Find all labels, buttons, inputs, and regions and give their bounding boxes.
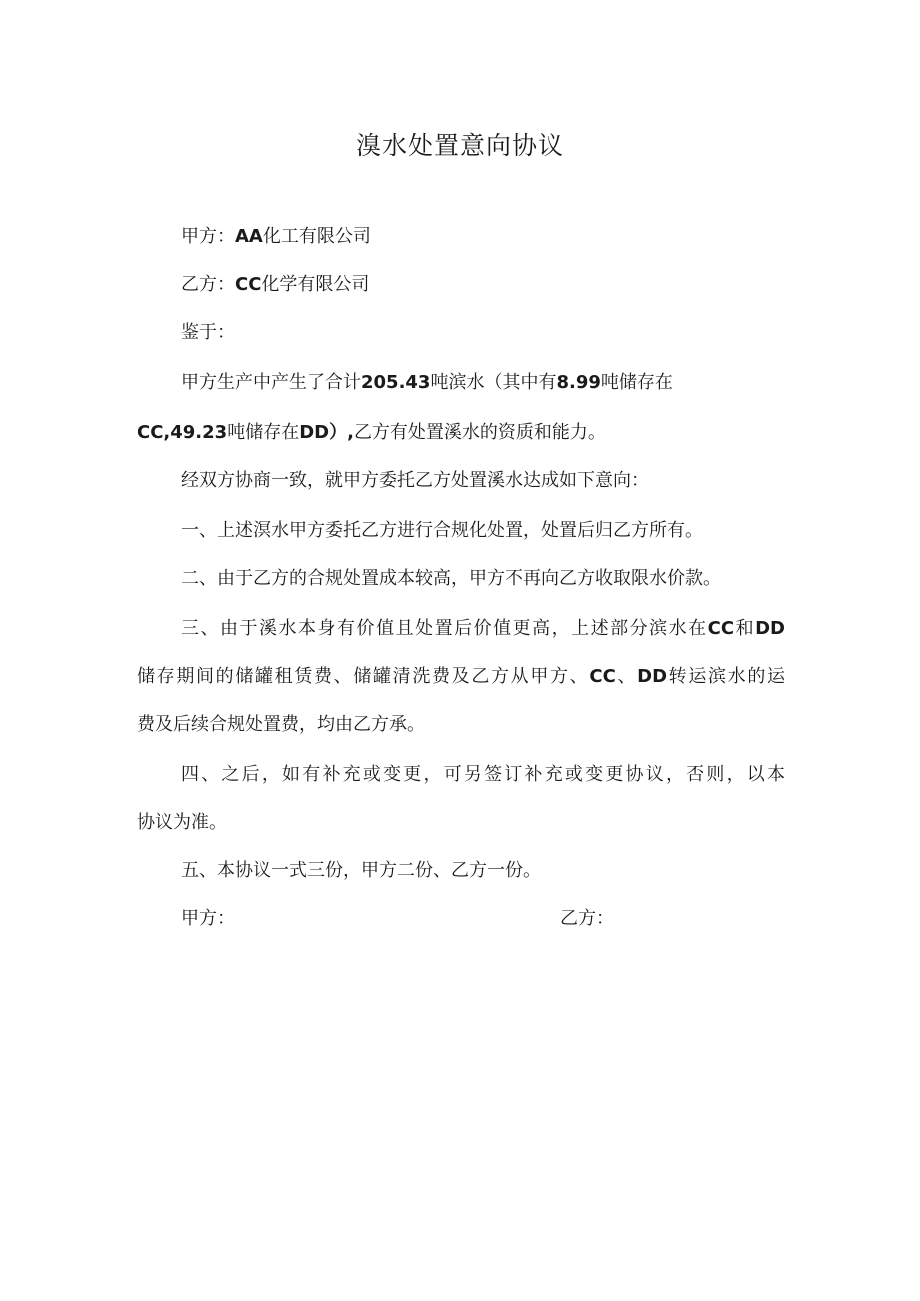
recital-line-2 [137, 421, 606, 445]
party-a-line [181, 225, 371, 249]
recital-cc-qty: CC,49.23 [137, 422, 228, 443]
party-b-line [181, 273, 369, 297]
clause-3-cc: CC [707, 618, 735, 639]
party-b-name: 化学有限公司 [261, 274, 370, 295]
clause-3-line-2 [137, 665, 785, 689]
recital-total: 205.43 [361, 372, 431, 393]
clause-3-dd: DD [755, 618, 785, 639]
clause-3-text-5: 转运滨水的运 [667, 666, 785, 687]
recital-text-4: 吨储存在 [227, 422, 300, 443]
party-a-name: 化工有限公司 [262, 226, 371, 247]
clause-3-text-2: 和 [734, 618, 756, 639]
clause-4-line-1: 四、之后，如有补充或变更，可另签订补充或变更协议，否则，以本 [181, 764, 785, 785]
recital-text-3: 吨储存在 [600, 372, 673, 393]
clause-3-cc-2: CC [589, 666, 616, 687]
document-title: 溴水处置意向协议 [355, 131, 564, 160]
signature-party-b: 乙方： [560, 908, 614, 929]
clause-1: 一、上述溟水甲方委托乙方进行合规化处置，处置后归乙方所有。 [181, 520, 703, 541]
clause-2: 二、由于乙方的合规处置成本较高，甲方不再向乙方收取限水价款。 [181, 568, 721, 589]
clause-5: 五、本协议一式三份，甲方二份、乙方一份。 [181, 860, 541, 881]
whereas-heading: 鉴于： [181, 322, 235, 343]
recital-qty-cc: 8.99 [556, 372, 601, 393]
party-a-code: AA [235, 226, 263, 247]
clause-3-dd-2: DD [637, 666, 668, 687]
recital-text-1: 甲方生产中产生了合计 [181, 372, 361, 393]
clause-3-line-1 [181, 617, 785, 641]
signature-party-a: 甲方： [181, 908, 235, 929]
clause-3-line-3: 费及后续合规处置费，均由乙方承。 [137, 714, 425, 735]
recital-line-1 [181, 371, 673, 395]
party-b-code: CC [235, 274, 262, 295]
clause-4-line-2: 协议为准。 [137, 812, 227, 833]
party-a-label: 甲方： [181, 226, 235, 247]
clause-3-text-3: 储存期间的储罐租赁费、储罐清洗费及乙方从甲方、 [137, 666, 590, 687]
clause-3-text-4: 、 [615, 666, 638, 687]
recital-text-2: 吨滨水（其中有 [430, 372, 557, 393]
intro-paragraph: 经双方协商一致，就甲方委托乙方处置溪水达成如下意向： [181, 470, 649, 491]
recital-text-5: 乙方有处置溪水的资质和能力。 [353, 422, 606, 443]
clause-3-text-1: 三、由于溪水本身有价值且处置后价值更高，上述部分滨水在 [181, 618, 708, 639]
party-b-label: 乙方： [181, 274, 235, 295]
recital-dd: DD）, [299, 422, 354, 443]
